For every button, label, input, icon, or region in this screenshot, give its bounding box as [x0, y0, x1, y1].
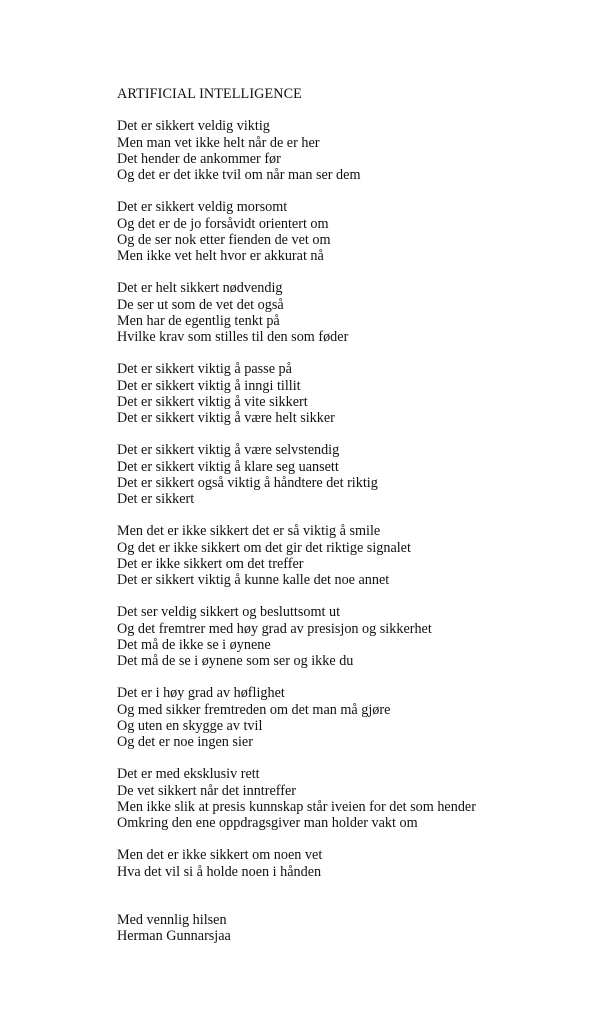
poem-line: Det er ikke sikkert om det treffer [117, 555, 304, 572]
poem-line: Det er sikkert viktig å passe på [117, 361, 292, 378]
poem-line: De vet sikkert når det inntreffer [117, 782, 296, 799]
poem-line: Det er sikkert viktig å kunne kalle det noe annet [117, 572, 390, 588]
poem-line: Omkring den ene oppdragsgiver man holder vakt om [117, 815, 418, 831]
signoff-greeting: Med vennlig hilsen [117, 912, 227, 929]
poem-line: Men det er ikke sikkert om noen vet [117, 847, 323, 864]
poem-line: Men man vet ikke helt når de er her [117, 134, 320, 151]
poem-line: Og uten en skygge av tvil [117, 717, 263, 734]
poem-line: Det er sikkert viktig å inngi tillit [117, 377, 301, 394]
poem-line: De ser ut som de vet det også [117, 296, 284, 313]
poem-line: Det er med eksklusiv rett [117, 766, 260, 783]
stanza-1 [117, 118, 587, 183]
poem-line: Men ikke slik at presis kunnskap står iveien for det som hender [117, 798, 476, 815]
poem-line: Det er sikkert viktig å være selvstendig [117, 442, 340, 459]
poem-line: Det er sikkert veldig viktig [117, 118, 270, 135]
poem-line: Hvilke krav som stilles til den som føder [117, 329, 349, 345]
poem-title: ARTIFICIAL INTELLIGENCE [117, 86, 302, 102]
stanza-5 [117, 442, 587, 507]
poem-line: Og det er noe ingen sier [117, 734, 253, 750]
poem-line: Men har de egentlig tenkt på [117, 312, 280, 329]
poem-line: Det er sikkert [117, 491, 195, 507]
poem-line: Det er i høy grad av høflighet [117, 685, 285, 702]
stanza-9 [117, 766, 587, 831]
poem-line: Det må de ikke se i øynene [117, 636, 271, 653]
poem-line: Det ser veldig sikkert og besluttsomt ut [117, 604, 341, 621]
poem-line: Det er helt sikkert nødvendig [117, 280, 283, 297]
poem-line: Det er sikkert også viktig å håndtere det riktig [117, 474, 378, 491]
poem-line: Men det er ikke sikkert det er så viktig å smile [117, 523, 381, 540]
poem-line: Det må de se i øynene som ser og ikke du [117, 653, 354, 669]
poem-line: Og med sikker fremtreden om det man må gjøre [117, 701, 391, 718]
stanza-3 [117, 280, 587, 345]
poem-line: Hva det vil si å holde noen i hånden [117, 863, 322, 880]
stanza-2 [117, 199, 587, 264]
stanza-8 [117, 685, 587, 750]
stanza-10 [117, 847, 587, 879]
signoff [117, 912, 587, 944]
poem-line: Det er sikkert veldig morsomt [117, 199, 288, 216]
poem-line: Men ikke vet helt hvor er akkurat nå [117, 248, 324, 264]
poem-line: Og det er de jo forsåvidt orientert om [117, 215, 329, 232]
poem-line: Det hender de ankommer før [117, 150, 281, 167]
poem-line: Og det fremtrer med høy grad av presisjon og sikkerhet [117, 620, 432, 637]
document-page [117, 86, 587, 945]
poem-line: Det er sikkert viktig å klare seg uansett [117, 458, 339, 475]
poem-line: Det er sikkert viktig å vite sikkert [117, 393, 308, 410]
stanza-4 [117, 361, 587, 426]
poem-line: Og det er ikke sikkert om det gir det riktige signalet [117, 539, 411, 556]
poem-line: Det er sikkert viktig å være helt sikker [117, 410, 335, 426]
stanza-6 [117, 523, 587, 588]
author-name: Herman Gunnarsjaa [117, 928, 231, 945]
stanza-7 [117, 604, 587, 669]
poem-line: Og de ser nok etter fienden de vet om [117, 231, 331, 248]
poem-line: Og det er det ikke tvil om når man ser dem [117, 167, 361, 183]
